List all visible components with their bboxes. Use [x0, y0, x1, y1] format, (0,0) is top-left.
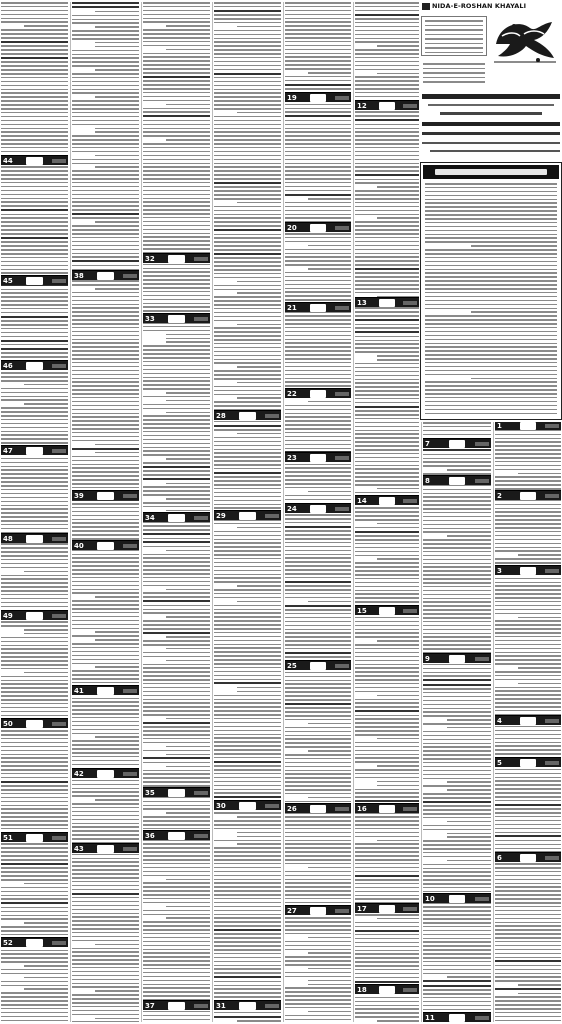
section-banner [355, 903, 419, 913]
banner-ornament [265, 414, 279, 418]
banner-ornament [52, 722, 66, 726]
section-banner [285, 905, 351, 915]
section-banner [1, 610, 68, 620]
banner-ornament [335, 807, 349, 811]
section-banner [285, 92, 351, 102]
section-number: 40 [74, 542, 84, 550]
section-heading-mark [449, 1014, 465, 1022]
section-number: 37 [145, 1002, 155, 1010]
section-heading-mark [520, 759, 536, 767]
section-heading-mark [97, 687, 113, 695]
section-banner [285, 388, 351, 398]
section-banner [143, 253, 210, 263]
section-heading-mark [26, 612, 42, 620]
section-heading-mark [310, 224, 326, 232]
section-heading-mark [520, 492, 536, 500]
section-number: 38 [74, 272, 84, 280]
section-heading-mark [379, 607, 394, 615]
section-heading-mark [310, 662, 326, 670]
banner-ornament [194, 834, 208, 838]
section-number: 45 [3, 277, 13, 285]
banner-ornament [194, 257, 208, 261]
section-banner [1, 155, 68, 165]
section-number: 12 [357, 102, 367, 110]
banner-ornament [335, 392, 349, 396]
section-heading-mark [26, 362, 42, 370]
section-number: 10 [425, 895, 435, 903]
section-banner [423, 893, 491, 903]
section-banner [143, 1000, 210, 1010]
section-banner [72, 540, 139, 550]
section-heading-mark [310, 805, 326, 813]
section-banner [72, 768, 139, 778]
editor-credits [420, 88, 562, 160]
section-heading-mark [379, 805, 394, 813]
banner-ornament [545, 494, 559, 498]
banner-ornament [52, 159, 66, 163]
section-heading-mark [379, 102, 394, 110]
section-number: 28 [216, 412, 226, 420]
section-number: 2 [497, 492, 502, 500]
section-number: 25 [287, 662, 297, 670]
section-number: 26 [287, 805, 297, 813]
section-number: 20 [287, 224, 297, 232]
brand-tag [420, 1, 562, 12]
banner-ornament [475, 657, 489, 661]
masthead-info-box [421, 16, 487, 56]
column-3 [142, 2, 211, 1022]
banner-ornament [194, 791, 208, 795]
banner-ornament [123, 847, 137, 851]
section-banner [1, 533, 68, 543]
section-number: 8 [425, 477, 430, 485]
section-heading-mark [168, 255, 184, 263]
section-banner [285, 302, 351, 312]
section-number: 46 [3, 362, 13, 370]
section-banner [495, 715, 561, 725]
column-1 [0, 2, 69, 1022]
banner-ornament [52, 449, 66, 453]
banner-ornament [335, 909, 349, 913]
section-banner [214, 800, 281, 810]
section-number: 47 [3, 447, 13, 455]
section-number: 50 [3, 720, 13, 728]
section-banner [1, 937, 68, 947]
banner-ornament [52, 537, 66, 541]
banner-ornament [475, 442, 489, 446]
banner-ornament [403, 499, 417, 503]
section-heading-mark [97, 542, 113, 550]
banner-ornament [545, 424, 559, 428]
banner-ornament [403, 104, 417, 108]
section-number: 5 [497, 759, 502, 767]
brand-latin-name: NIDA-E-ROSHAN KHAYALI [432, 2, 527, 10]
banner-ornament [475, 897, 489, 901]
section-number: 35 [145, 789, 155, 797]
section-number: 16 [357, 805, 367, 813]
editorial-box [420, 162, 562, 420]
section-number: 19 [287, 94, 297, 102]
banner-ornament [335, 507, 349, 511]
section-banner [214, 1000, 281, 1010]
section-banner [214, 510, 281, 520]
section-heading-mark [520, 717, 536, 725]
section-heading-mark [97, 770, 113, 778]
section-number: 4 [497, 717, 502, 725]
section-heading-mark [379, 905, 394, 913]
section-heading-mark [449, 655, 465, 663]
banner-ornament [194, 516, 208, 520]
column-5 [284, 2, 352, 1022]
section-banner [355, 100, 419, 110]
banner-ornament [335, 306, 349, 310]
section-number: 31 [216, 1002, 226, 1010]
section-number: 33 [145, 315, 155, 323]
section-number: 36 [145, 832, 155, 840]
section-number: 1 [497, 422, 502, 430]
banner-ornament [403, 301, 417, 305]
section-number: 43 [74, 845, 84, 853]
banner-ornament [52, 836, 66, 840]
section-number: 3 [497, 567, 502, 575]
column-2 [71, 2, 140, 1022]
section-banner [423, 438, 491, 448]
section-heading-mark [97, 845, 113, 853]
section-heading-mark [379, 497, 394, 505]
section-heading-mark [449, 895, 465, 903]
section-banner [143, 512, 210, 522]
section-heading-mark [449, 440, 465, 448]
section-number: 14 [357, 497, 367, 505]
banner-ornament [545, 719, 559, 723]
banner-ornament [123, 689, 137, 693]
banner-ornament [403, 609, 417, 613]
banner-ornament [265, 804, 279, 808]
section-banner [72, 843, 139, 853]
section-heading-mark [26, 720, 42, 728]
section-banner [72, 270, 139, 280]
section-banner [495, 490, 561, 500]
column-text [355, 2, 419, 1022]
section-heading-mark [310, 907, 326, 915]
banner-ornament [475, 479, 489, 483]
masthead [420, 0, 562, 88]
section-number: 48 [3, 535, 13, 543]
section-number: 15 [357, 607, 367, 615]
section-banner [285, 452, 351, 462]
section-heading-mark [26, 157, 42, 165]
column-text [423, 422, 491, 1022]
section-heading-mark [168, 1002, 184, 1010]
section-heading-mark [26, 277, 42, 285]
section-heading-mark [310, 304, 326, 312]
section-heading-mark [239, 512, 255, 520]
section-heading-mark [239, 802, 255, 810]
section-number: 23 [287, 454, 297, 462]
section-banner [495, 757, 561, 767]
section-heading-mark [97, 272, 113, 280]
section-heading-mark [310, 94, 326, 102]
column-text [72, 2, 139, 1022]
section-number: 6 [497, 854, 502, 862]
section-number: 32 [145, 255, 155, 263]
section-banner [495, 852, 561, 862]
editorial-text [425, 183, 557, 419]
banner-ornament [335, 226, 349, 230]
section-heading-mark [520, 854, 536, 862]
banner-ornament [475, 1016, 489, 1020]
section-heading-mark [168, 315, 184, 323]
column-7 [422, 422, 492, 1022]
section-banner [495, 565, 561, 575]
section-banner [355, 803, 419, 813]
section-banner [285, 503, 351, 513]
section-banner [72, 490, 139, 500]
section-heading-mark [310, 390, 326, 398]
section-number: 30 [216, 802, 226, 810]
section-banner [143, 787, 210, 797]
section-heading-mark [520, 422, 536, 430]
section-number: 9 [425, 655, 430, 663]
section-banner [1, 832, 68, 842]
section-heading-mark [449, 477, 465, 485]
newspaper-logo-icon [490, 14, 560, 66]
section-number: 7 [425, 440, 430, 448]
section-number: 39 [74, 492, 84, 500]
banner-ornament [52, 614, 66, 618]
banner-ornament [335, 456, 349, 460]
banner-ornament [545, 856, 559, 860]
banner-ornament [52, 941, 66, 945]
brand-bullet-icon [422, 3, 430, 10]
section-number: 34 [145, 514, 155, 522]
section-number: 44 [3, 157, 13, 165]
section-banner [214, 410, 281, 420]
section-heading-mark [239, 412, 255, 420]
section-heading-mark [379, 299, 394, 307]
section-banner [423, 475, 491, 485]
masthead-contact [421, 60, 487, 84]
section-heading-mark [26, 447, 42, 455]
section-number: 17 [357, 905, 367, 913]
banner-ornament [265, 514, 279, 518]
section-heading-mark [310, 454, 326, 462]
section-banner [1, 718, 68, 728]
section-number: 51 [3, 834, 13, 842]
section-banner [1, 275, 68, 285]
section-banner [423, 1012, 491, 1022]
banner-ornament [403, 907, 417, 911]
banner-ornament [52, 279, 66, 283]
section-heading-mark [97, 492, 113, 500]
banner-ornament [545, 761, 559, 765]
banner-ornament [123, 274, 137, 278]
column-4 [213, 2, 282, 1022]
section-number: 42 [74, 770, 84, 778]
section-banner [1, 445, 68, 455]
section-banner [285, 803, 351, 813]
section-banner [495, 422, 561, 430]
section-banner [143, 830, 210, 840]
section-number: 22 [287, 390, 297, 398]
section-banner [72, 685, 139, 695]
section-banner [285, 222, 351, 232]
section-banner [143, 313, 210, 323]
section-number: 18 [357, 986, 367, 994]
banner-ornament [335, 96, 349, 100]
banner-ornament [403, 988, 417, 992]
banner-ornament [123, 494, 137, 498]
section-banner [423, 653, 491, 663]
section-banner [355, 495, 419, 505]
section-heading-mark [26, 535, 42, 543]
section-number: 24 [287, 505, 297, 513]
section-number: 52 [3, 939, 13, 947]
column-6 [354, 2, 420, 1022]
section-number: 29 [216, 512, 226, 520]
section-heading-mark [168, 514, 184, 522]
section-banner [355, 297, 419, 307]
section-heading-mark [379, 986, 394, 994]
section-banner [285, 660, 351, 670]
section-banner [355, 605, 419, 615]
section-banner [1, 360, 68, 370]
column-8 [494, 422, 562, 1022]
section-number: 49 [3, 612, 13, 620]
section-heading-mark [168, 832, 184, 840]
section-number: 41 [74, 687, 84, 695]
editorial-heading [423, 165, 559, 179]
banner-ornament [123, 544, 137, 548]
banner-ornament [545, 569, 559, 573]
banner-ornament [194, 317, 208, 321]
section-heading-mark [520, 567, 536, 575]
section-banner [355, 984, 419, 994]
section-number: 27 [287, 907, 297, 915]
banner-ornament [403, 807, 417, 811]
banner-ornament [123, 772, 137, 776]
banner-ornament [265, 1004, 279, 1008]
section-number: 21 [287, 304, 297, 312]
banner-ornament [335, 664, 349, 668]
banner-ornament [52, 364, 66, 368]
section-heading-mark [239, 1002, 255, 1010]
section-number: 11 [425, 1014, 435, 1022]
section-heading-mark [310, 505, 326, 513]
section-heading-mark [26, 939, 42, 947]
section-number: 13 [357, 299, 367, 307]
section-heading-mark [26, 834, 42, 842]
banner-ornament [194, 1004, 208, 1008]
section-heading-mark [168, 789, 184, 797]
